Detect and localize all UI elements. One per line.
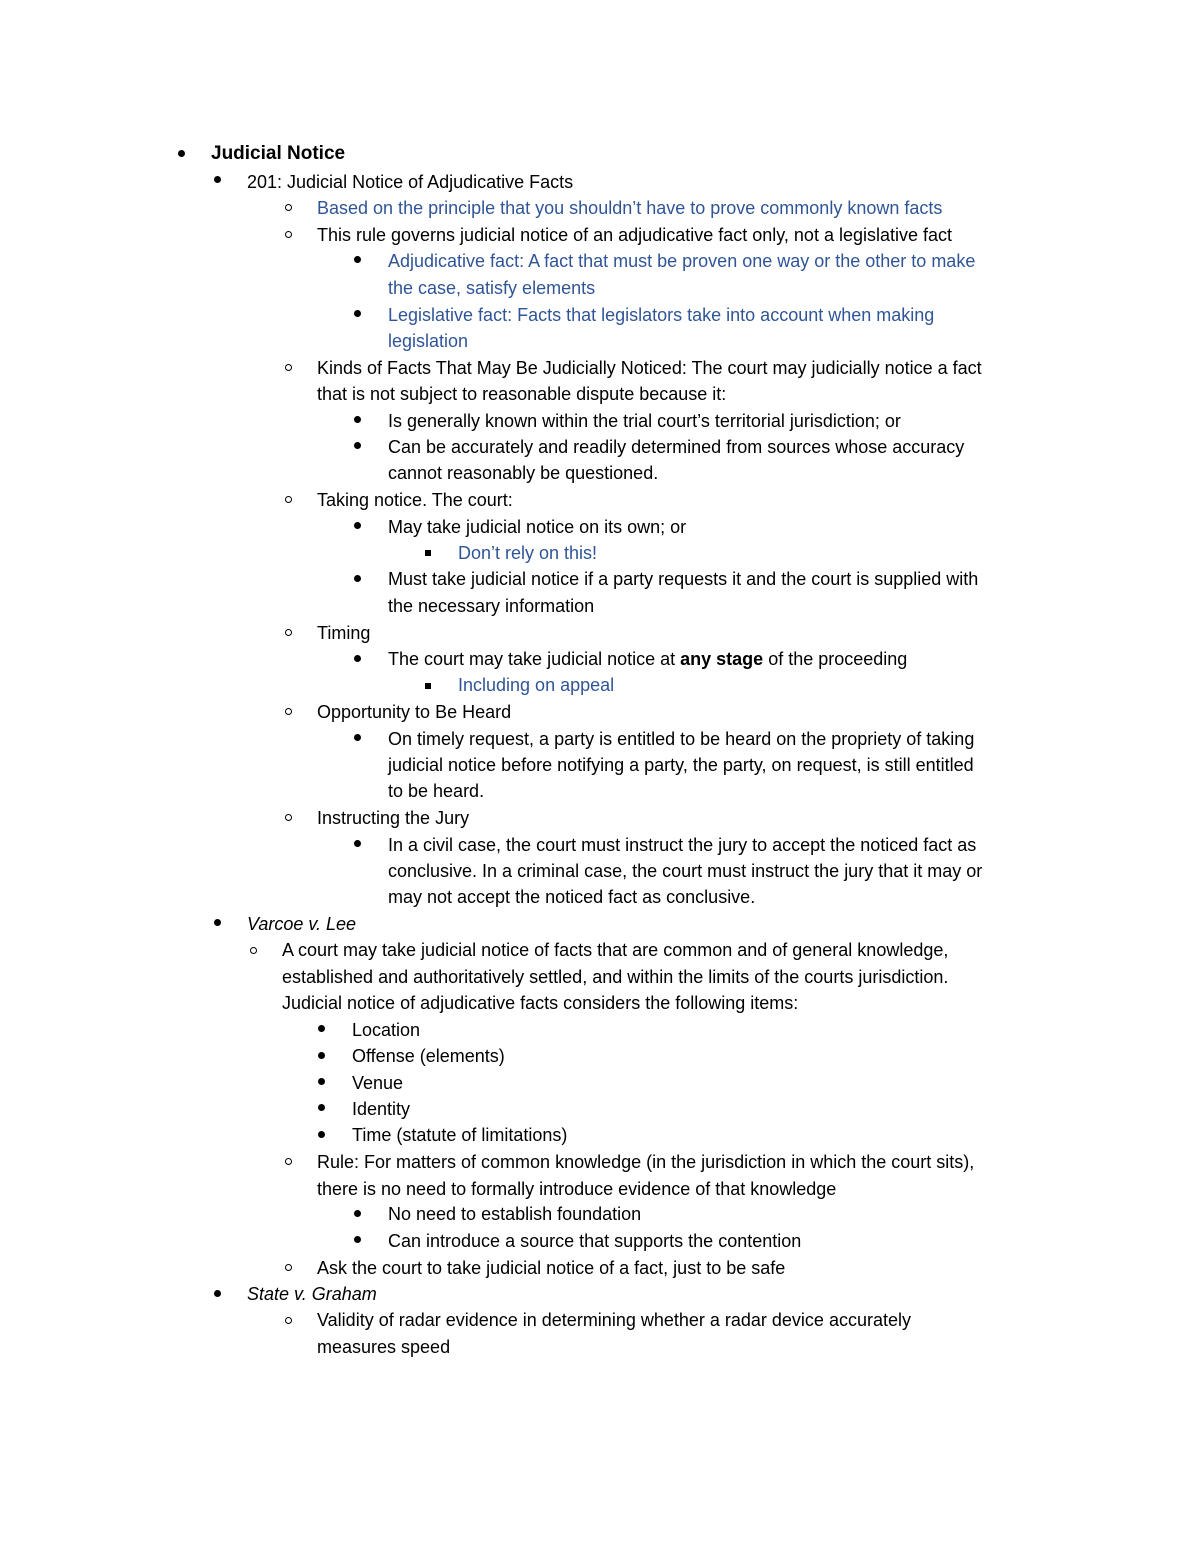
dont-rely-text: Don’t rely on this! [458,543,598,563]
jury-line1: In a civil case, the court must instruct the jury to accept the noticed fact as [388,835,977,855]
bullet-circle [278,1311,298,1329]
bullet-dot [347,250,367,268]
heard-line3: to be heard. [388,781,485,801]
must-take-line2: the necessary information [388,596,595,616]
bullet-circle [278,198,298,216]
appeal-text: Including on appeal [458,675,615,695]
kinds-line1: Kinds of Facts That May Be Judicially Noticed: The court may judicially notice a fact [317,358,982,378]
bullet-circle [278,358,298,376]
any-stage-emphasis: any stage [680,649,764,669]
may-take-text: May take judicial notice on its own; or [388,517,687,537]
bullet-square [418,676,438,694]
heard-line2: judicial notice before notifying a party, the party, on request, is still entitled [388,755,974,775]
bullet-dot [347,436,367,454]
bullet-circle [278,808,298,826]
bullet-dot [311,1125,331,1143]
varcoe-item: Time (statute of limitations) [352,1125,568,1145]
adjudicative-fact-line2: the case, satisfy elements [388,278,596,298]
timing-text: Timing [317,623,371,643]
bullet-circle [278,702,298,720]
varcoe-desc-line1: A court may take judicial notice of facts that are common and of general knowledge, [282,940,949,960]
varcoe-item: Venue [352,1073,404,1093]
kinds-line2: that is not subject to reasonable dispute because it: [317,384,727,404]
bullet-dot [311,1046,331,1064]
section-heading: Judicial Notice [211,143,346,164]
generally-known-text: Is generally known within the trial court’s territorial jurisdiction; or [388,411,901,431]
bullet-dot [347,649,367,667]
principle-text: Based on the principle that you shouldn’t have to prove commonly known facts [317,198,943,218]
bullet-dot [347,1204,367,1222]
bullet-circle [278,1152,298,1170]
graham-desc-line1: Validity of radar evidence in determining whether a radar device accurately [317,1310,911,1330]
heard-text: Opportunity to Be Heard [317,702,512,722]
any-stage-post: of the proceeding [763,649,908,669]
bullet-square [418,543,438,561]
adjudicative-fact-line1: Adjudicative fact: A fact that must be proven one way or the other to make [388,251,976,271]
source-text: Can introduce a source that supports the contention [388,1231,802,1251]
any-stage-text [388,646,907,673]
heard-line1: On timely request, a party is entitled to be heard on the propriety of taking [388,729,975,749]
bullet-circle [278,490,298,508]
jury-text: Instructing the Jury [317,808,470,828]
bullet-dot [347,728,367,746]
bullet-dot [347,1230,367,1248]
varcoe-item: Offense (elements) [352,1046,505,1066]
jury-line3: may not accept the noticed fact as conclusive. [388,887,756,907]
bullet-dot [347,569,367,587]
determined-line2: cannot reasonably be questioned. [388,463,659,483]
bullet-dot [207,1284,227,1302]
bullet-dot [311,1098,331,1116]
bullet-dot [207,170,227,188]
bullet-dot [347,304,367,322]
taking-notice-text: Taking notice. The court: [317,490,513,510]
varcoe-item: Identity [352,1099,411,1119]
varcoe-desc-line3: Judicial notice of adjudicative facts considers the following items: [282,993,799,1013]
bullet-circle [243,941,263,959]
bullet-dot [347,410,367,428]
bullet-dot [171,144,191,162]
any-stage-pre: The court may take judicial notice at [388,649,681,669]
graham-desc-line2: measures speed [317,1337,451,1357]
bullet-circle [278,1258,298,1276]
determined-line1: Can be accurately and readily determined from sources whose accuracy [388,437,965,457]
bullet-circle [278,623,298,641]
bullet-circle [278,225,298,243]
governs-text: This rule governs judicial notice of an adjudicative fact only, not a legislative fact [317,225,953,245]
varcoe-rule-line1: Rule: For matters of common knowledge (in the jurisdiction in which the court sits), [317,1152,975,1172]
jury-line2: conclusive. In a criminal case, the court must instruct the jury that it may or [388,861,983,881]
bullet-dot [311,1019,331,1037]
legislative-fact-line1: Legislative fact: Facts that legislators take into account when making [388,305,935,325]
rule-201-title: 201: Judicial Notice of Adjudicative Facts [247,172,574,192]
bullet-dot [311,1072,331,1090]
varcoe-desc-line2: established and authoritatively settled, and within the limits of the courts jurisdiction. [282,967,949,987]
case-varcoe-title: Varcoe v. Lee [247,914,357,934]
foundation-text: No need to establish foundation [388,1204,642,1224]
case-graham-title: State v. Graham [247,1284,377,1304]
varcoe-rule-line2: there is no need to formally introduce evidence of that knowledge [317,1179,837,1199]
bullet-dot [347,834,367,852]
must-take-line1: Must take judicial notice if a party requests it and the court is supplied with [388,569,979,589]
ask-court-text: Ask the court to take judicial notice of a fact, just to be safe [317,1258,786,1278]
bullet-dot [347,516,367,534]
bullet-dot [207,913,227,931]
legislative-fact-line2: legislation [388,331,469,351]
varcoe-item: Location [352,1020,421,1040]
